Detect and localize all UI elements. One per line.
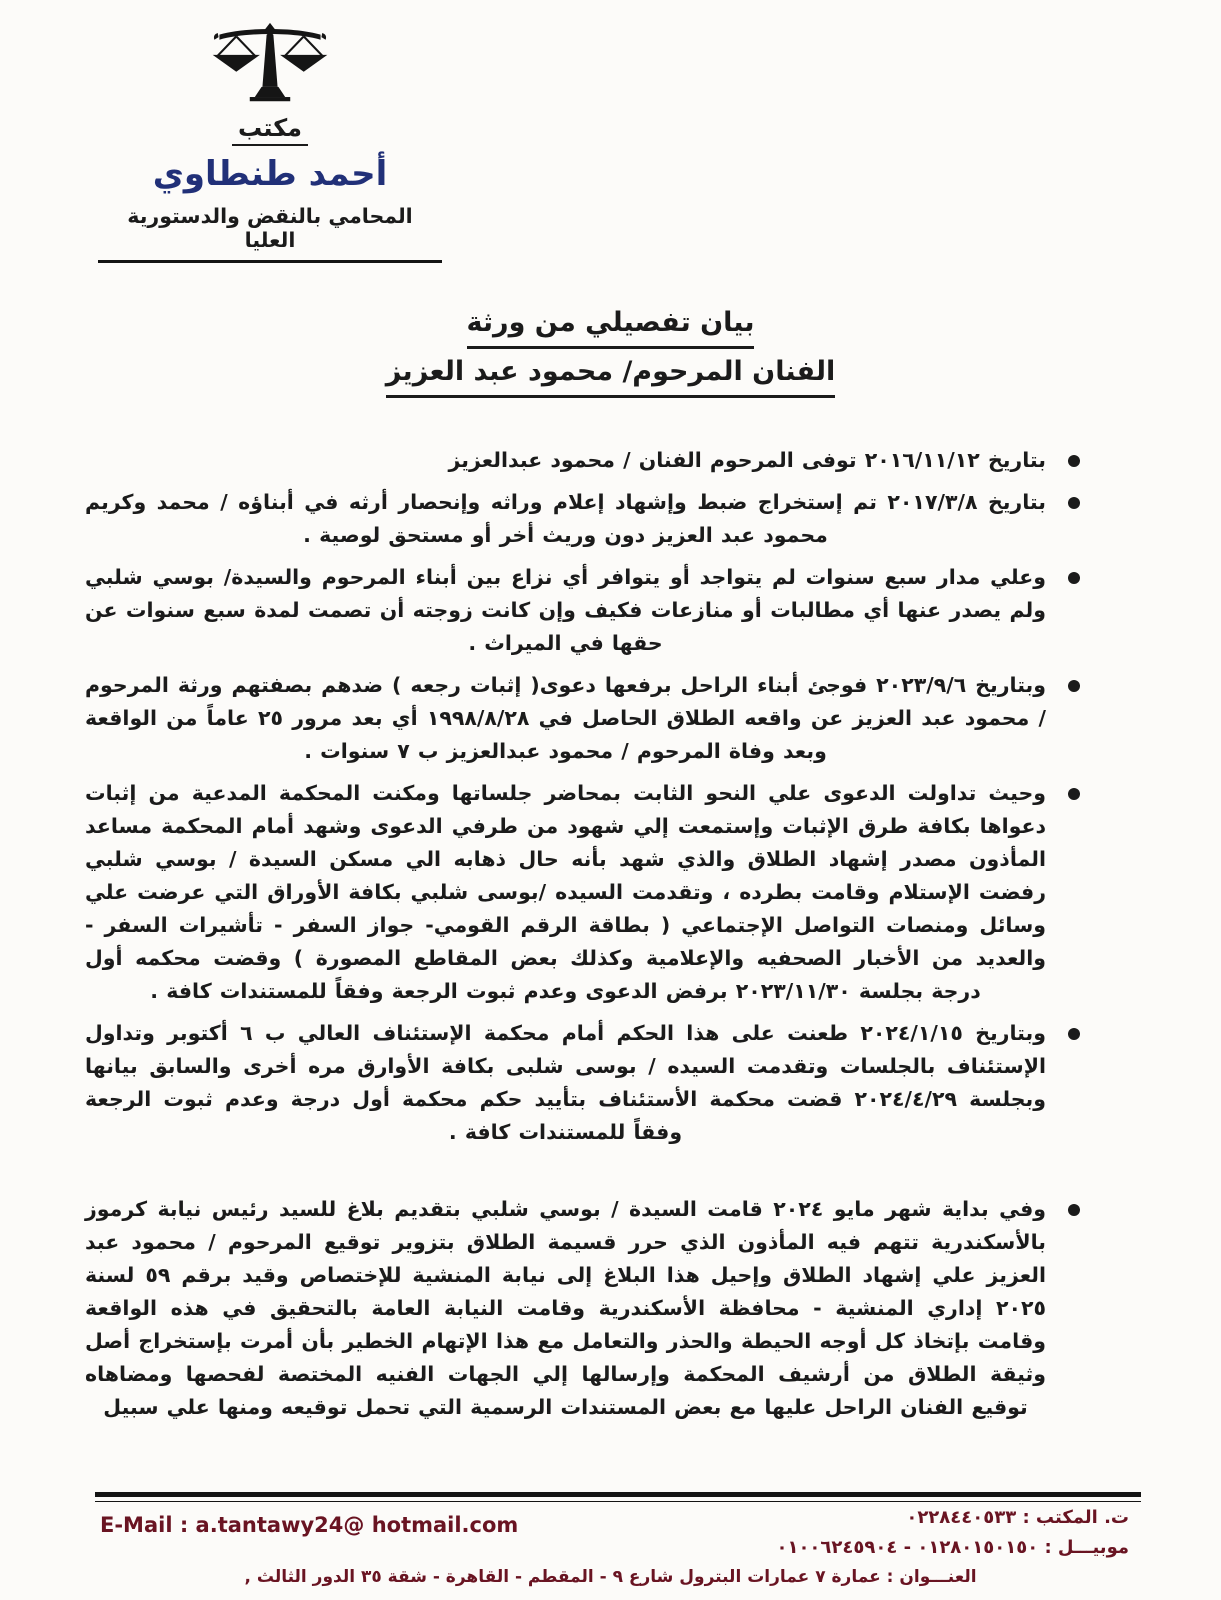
scales-of-justice-icon [211, 22, 329, 108]
office-word: مكتب [232, 114, 308, 146]
bullet-text: وحيث تداولت الدعوى علي النحو الثابت بمحاضر جلساتها ومكنت المحكمة المدعية من إثبات دعواها بكافة طرق الإثبات وإستمعت إلي شهود من طرفي الدعوى وشهد أمام المحكمة مساعد المأذون مصدر إشهاد الطلاق والذي شهد بأنه حال ذهابه الي مسكن السيدة / بوسي شلبي رفضت الإستلام وقامت بطرده ، وتقدمت السيده /بوسى شلبي بكافة الأوراق التي عرضت علي وسائل ومنصات التواصل الإجتماعي ( بطاقة الرقم القومي- جواز السفر - تأشيرات السفر - والعديد من الأخبار الصحفيه والإعلامية وكذلك بعض المقاطع المصورة ) وقضت محكمه أول درجة بجلسة ٢٠٢٣/١١/٣٠ برفض الدعوى وعدم ثبوت الرجعة وفقاً للمستندات كافة . [85, 781, 1046, 1003]
bullet-item [85, 777, 1080, 1008]
lawyer-name: أحمد طنطاوي [152, 154, 388, 194]
footer-office-phone: ت. المكتب : ٠٢٢٨٤٤٠٥٣٣ [906, 1507, 1129, 1528]
bullet-dot-icon [1068, 572, 1080, 584]
footer-divider-line [95, 1492, 1141, 1502]
bullet-dot-icon [1068, 788, 1080, 800]
bullet-list [85, 444, 1080, 1433]
bullet-dot-icon [1068, 1204, 1080, 1216]
document-title [0, 304, 1221, 402]
bullet-text: وبتاريخ ٢٠٢٣/٩/٦ فوجئ أبناء الراحل برفعها دعوى( إثبات رجعه ) ضدهم بصفتهم ورثة المرحوم / محمود عبد العزيز عن واقعه الطلاق الحاصل في ١٩٩٨/٨/٢٨ أي بعد مرور ٢٥ عاماً من الواقعة وبعد وفاة المرحوم / محمود عبدالعزيز ب ٧ سنوات . [85, 673, 1046, 763]
bullet-item [85, 486, 1080, 552]
bullet-dot-icon [1068, 1028, 1080, 1040]
footer-address: العنـــوان : عمارة ٧ عمارات البترول شارع ٩ - المقطم - القاهرة - شقة ٣٥ الدور الثالث , [244, 1567, 977, 1587]
bullet-text: وفي بداية شهر مايو ٢٠٢٤ قامت السيدة / بوسي شلبي بتقديم بلاغ للسيد رئيس نيابة كرموز بالأسكندرية تتهم فيه المأذون الذي حرر قسيمة الطلاق بتزوير توقيع المرحوم / محمود عبد العزيز علي إشهاد الطلاق وإحيل هذا البلاغ إلى نيابة المنشية للإختصاص وقيد برقم ٥٩ لسنة ٢٠٢٥ إداري المنشية - محافظة الأسكندرية وقامت النيابة العامة بالتحقيق في هذه الواقعة وقامت بإتخاذ كل أوجه الحيطة والحذر والتعامل مع هذا الإتهام الخطير بأن أمرت بإستخراج أصل وثيقة الطلاق من أرشيف المحكمة وإرسالها إلي الجهات الفنيه المختصة لفحصها ومضاهاه توقيع الفنان الراحل عليها مع بعض المستندات الرسمية التي تحمل توقيعه ومنها علي سبيل [85, 1197, 1046, 1419]
bullet-item [85, 444, 1080, 477]
bullet-item [85, 1193, 1080, 1424]
document-title-line1: بيان تفصيلي من ورثة [467, 304, 755, 349]
footer-mobile-phone: موبيـــل : ٠١٢٨٠١٥٠١٥٠ - ٠١٠٠٦٢٤٥٩٠٤ [776, 1537, 1129, 1558]
letterhead [98, 22, 442, 263]
bullet-item [85, 561, 1080, 660]
bullet-text: بتاريخ ٢٠١٧/٣/٨ تم إستخراج ضبط وإشهاد إعلام وراثه وإنحصار أرثه في أبناؤه / محمد وكريم محمود عبد العزيز دون وريث أخر أو مستحق لوصية . [85, 490, 1046, 547]
bullet-dot-icon [1068, 680, 1080, 692]
bullet-dot-icon [1068, 497, 1080, 509]
bullet-item [85, 669, 1080, 768]
lawyer-subtitle: المحامي بالنقض والدستورية العليا [98, 204, 442, 263]
bullet-dot-icon [1068, 455, 1080, 467]
bullet-item [85, 1017, 1080, 1149]
bullet-text: بتاريخ ٢٠١٦/١١/١٢ توفى المرحوم الفنان / محمود عبدالعزيز [448, 448, 1046, 472]
bullet-text: وعلي مدار سبع سنوات لم يتواجد أو يتوافر أي نزاع بين أبناء المرحوم والسيدة/ بوسي شلبي ولم يصدر عنها أي مطالبات أو منازعات فكيف وإن كانت زوجته أن تصمت لمدة سبع سنوات عن حقها في الميراث . [85, 565, 1046, 655]
document-title-line2: الفنان المرحوم/ محمود عبد العزيز [386, 353, 835, 398]
bullet-text: وبتاريخ ٢٠٢٤/١/١٥ طعنت على هذا الحكم أمام محكمة الإستئناف العالي ب ٦ أكتوبر وتداول الإستئناف بالجلسات وتقدمت السيده / بوسى شلبى بكافة الأوارق مره أخرى والسابق بيانها وبجلسة ٢٠٢٤/٤/٢٩ قضت محكمة الأستئناف بتأييد حكم محكمة أول درجة وعدم ثبوت الرجعة وفقاً للمستندات كافة . [85, 1021, 1047, 1144]
footer-email: E-Mail : a.tantawy24@ hotmail.com [100, 1513, 519, 1537]
